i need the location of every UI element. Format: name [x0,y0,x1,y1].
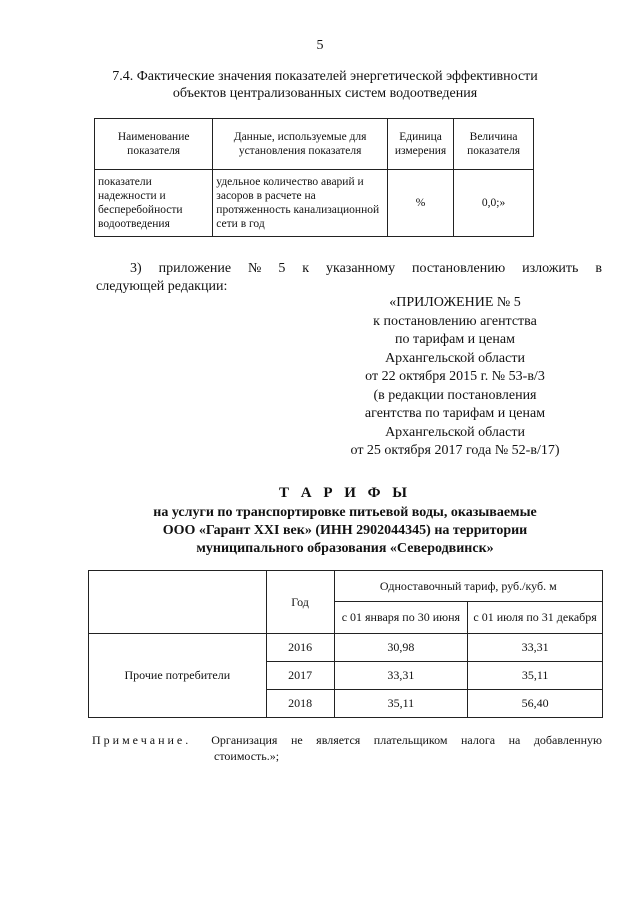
para-word: № [248,261,262,276]
tariff-title-line: муниципального образования «Северодвинск» [196,541,494,556]
tariff-year-header: Год [266,571,334,634]
appendix-line: к постановлению агентства [373,313,537,329]
tariff-title-line: на услуги по транспортировке питьевой воды, оказываемые [153,505,537,520]
tariff-empty-header-cell [89,571,267,634]
tariff-year-cell: 2018 [266,690,334,718]
note-text: Организация не является плательщиком налога на добавленную [211,733,602,747]
header-unit: Единица измерения [387,119,453,170]
header-value: Величина показателя [454,119,534,170]
tariff-table [88,570,603,718]
note [92,732,602,764]
appendix-line: от 22 октября 2015 г. № 53-в/3 [365,369,545,384]
indicator-value-cell: 0,0;» [454,170,534,237]
appendix-line: агентства по тарифам и ценам [364,406,546,421]
section-title [60,68,590,102]
appendix-line: Архангельской области [385,424,525,440]
para-word: 3) [130,261,142,276]
tariff-year-cell: 2017 [266,662,334,690]
table-row [95,170,534,237]
note-line2: стоимость.»; [214,749,280,763]
indicator-name-cell: показатели надежности и бесперебойности водоотведения [95,170,213,237]
tariff-rate-header: Одноставочный тариф, руб./куб. м [334,571,602,602]
appendix-line: от 25 октября 2017 года № 52-в/17) [350,443,560,458]
tariff-year-cell: 2016 [266,634,334,662]
para-word: в [595,261,602,276]
header-data-used: Данные, используемые для установления показателя [213,119,388,170]
tariff-title [60,484,630,558]
header-indicator-name: Наименование показателя [95,119,213,170]
tariff-p2-cell: 35,11 [468,662,603,690]
para-word: к [302,261,310,276]
appendix-line: (в редакции постановления [373,387,537,403]
page-number: 5 [316,38,324,53]
appendix-line: Архангельской области [385,350,525,366]
tariff-heading: Т А Р И Ф Ы [278,485,412,501]
tariff-p1-cell: 30,98 [334,634,468,662]
amendment-paragraph [96,260,602,296]
tariff-p1-cell: 33,31 [334,662,468,690]
amendment-paragraph-line2: следующей редакции: [96,279,228,294]
para-word: приложение [158,261,232,276]
tariff-period2-header: с 01 июля по 31 декабря [468,602,603,634]
para-word: изложить [522,261,579,276]
table-row [89,634,603,662]
appendix-line: «ПРИЛОЖЕНИЕ № 5 [389,295,521,310]
appendix-header [340,294,570,461]
amendment-paragraph-line1 [96,260,602,278]
para-word: 5 [278,261,286,276]
section-title-line1: 7.4. Фактические значения показателей энергетической эффективности [112,69,538,84]
tariff-period1-header: с 01 января по 30 июня [334,602,468,634]
indicator-data-cell: удельное количество аварий и засоров в расчете на протяженность канализационной сети в год [213,170,388,237]
para-word: указанному [325,261,396,276]
tariff-p2-cell: 33,31 [468,634,603,662]
indicator-table [94,118,534,237]
appendix-line: по тарифам и ценам [395,332,515,347]
tariff-p2-cell: 56,40 [468,690,603,718]
tariff-p1-cell: 35,11 [334,690,468,718]
note-line1 [92,732,602,748]
tariff-table-header-row [89,571,603,602]
indicator-unit-cell: % [387,170,453,237]
tariff-title-line: ООО «Гарант XXI век» (ИНН 2902044345) на территории [162,523,528,538]
section-title-line2: объектов централизованных систем водоотведения [172,86,478,101]
indicator-table-header [95,119,534,170]
note-label: Примечание. [92,733,192,747]
para-word: постановлению [412,261,506,276]
tariff-consumer-cell: Прочие потребители [89,634,267,718]
